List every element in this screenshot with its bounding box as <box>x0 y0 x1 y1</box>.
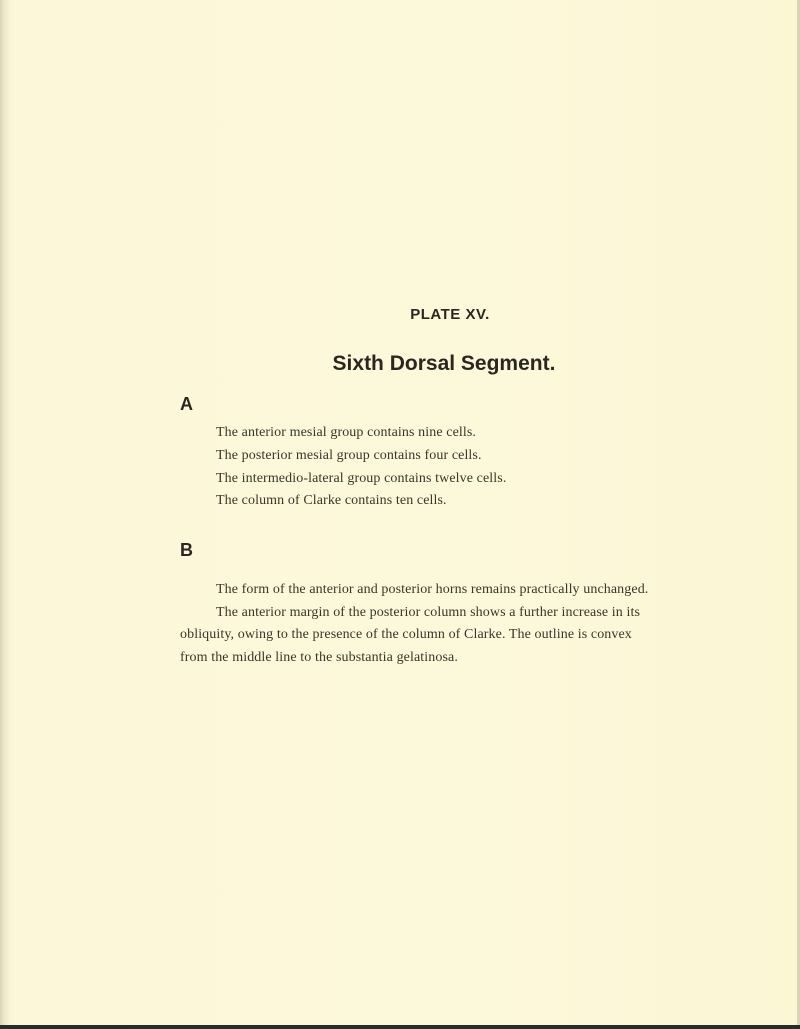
list-item: The posterior mesial group contains four cells. <box>216 447 482 463</box>
section-b-letter: B <box>180 540 193 560</box>
paragraph-line: The anterior margin of the posterior column shows a further increase in its <box>216 604 641 620</box>
paragraph-line: The form of the anterior and posterior horns remains practically unchanged. <box>216 582 649 597</box>
section-b-paragraph <box>180 579 725 669</box>
page-left-edge <box>0 0 10 1029</box>
page-title: Sixth Dorsal Segment. <box>332 352 556 375</box>
list-item: The column of Clarke contains ten cells. <box>216 493 447 509</box>
section-a-list <box>216 422 736 513</box>
list-item: The anterior mesial group contains nine cells. <box>216 425 477 440</box>
paragraph-line: obliquity, owing to the presence of the column of Clarke. The outline is convex <box>180 627 632 642</box>
section-a-letter: A <box>180 394 193 414</box>
paragraph-line: from the middle line to the substantia gelatinosa. <box>180 649 458 665</box>
list-item: The intermedio-lateral group contains twelve cells. <box>216 470 507 486</box>
plate-label: PLATE XV. <box>410 306 490 323</box>
page-bottom-edge <box>0 1025 800 1029</box>
